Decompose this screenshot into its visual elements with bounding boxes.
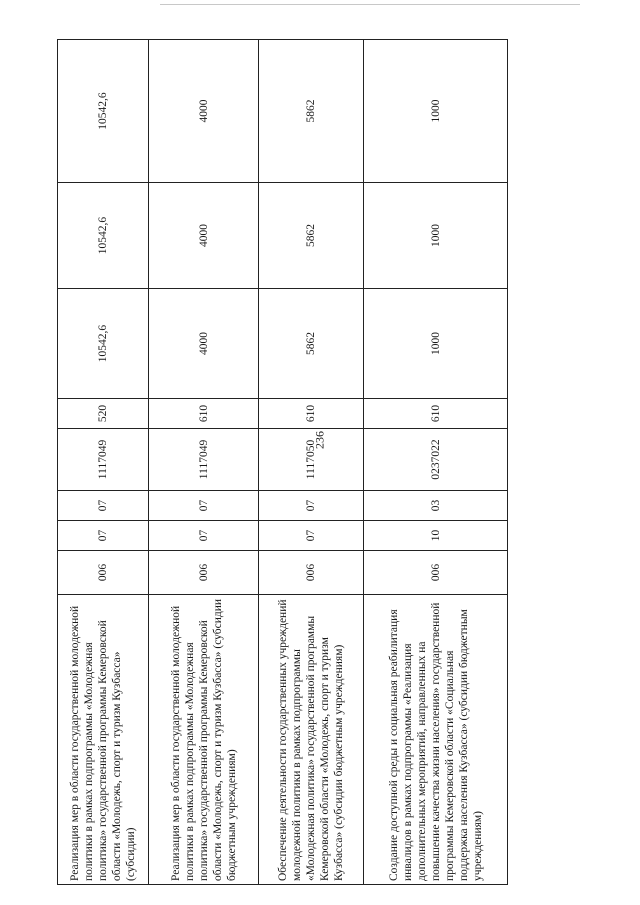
code-cell: 07 — [58, 491, 149, 521]
row-name: Реализация мер в области государственной молодежной политики в рамках подпрограммы «Молодежная политика» государственной программы Кемеровской области «Молодежь, спорт и туризм Кузбасса» (субсидии) — [58, 595, 149, 885]
table-row — [364, 40, 508, 885]
value-cell: 10542,6 — [58, 289, 149, 399]
code-cell: 006 — [149, 551, 259, 595]
row-name: Реализация мер в области государственной молодежной политики в рамках подпрограммы «Молодежная политика» государственной программы Кемеровской области «Молодежь, спорт и туризм Кузбасса» (субсидии бюджетным учреждениям) — [149, 595, 259, 885]
table-row — [259, 40, 364, 885]
value-cell: 4000 — [149, 289, 259, 399]
code-cell: 006 — [364, 551, 508, 595]
code-cell: 03 — [364, 491, 508, 521]
code-cell: 1117050 — [259, 429, 364, 491]
value-cell: 10542,6 — [58, 40, 149, 183]
value-cell: 4000 — [149, 183, 259, 289]
code-cell: 006 — [259, 551, 364, 595]
code-cell: 07 — [58, 521, 149, 551]
code-cell: 1117049 — [58, 429, 149, 491]
code-cell: 006 — [58, 551, 149, 595]
table-row — [149, 40, 259, 885]
page-number: 236 — [312, 431, 327, 449]
code-cell: 0237022 — [364, 429, 508, 491]
value-cell: 5862 — [259, 183, 364, 289]
code-cell: 07 — [149, 491, 259, 521]
code-cell: 10 — [364, 521, 508, 551]
value-cell: 5862 — [259, 289, 364, 399]
scan-edge-line — [160, 4, 580, 5]
value-cell: 1000 — [364, 183, 508, 289]
value-cell: 10542,6 — [58, 183, 149, 289]
code-cell: 07 — [259, 521, 364, 551]
code-cell: 610 — [364, 399, 508, 429]
code-cell: 610 — [149, 399, 259, 429]
code-cell: 07 — [259, 491, 364, 521]
budget-table — [57, 39, 508, 885]
value-cell: 4000 — [149, 40, 259, 183]
row-name: Обеспечение деятельности государственных учреждений молодежной политики в рамках подпрограммы «Молодежная политика» государственной программы Кемеровской области «Молодежь, спорт и туризм Кузбасса» (субсидии бюджетным учреждениям) — [259, 595, 364, 885]
code-cell: 610 — [259, 399, 364, 429]
code-cell: 520 — [58, 399, 149, 429]
code-cell: 07 — [149, 521, 259, 551]
table-row — [58, 40, 149, 885]
value-cell: 1000 — [364, 40, 508, 183]
row-name: Создание доступной среды и социальная реабилитация инвалидов в рамках подпрограммы «Реализация дополнительных мероприятий, направленных на повышение качества жизни населения» государственной программы Кемеровской области «Социальная поддержка населения Кузбасса» (субсидии бюджетным учреждениям) — [364, 595, 508, 885]
value-cell: 5862 — [259, 40, 364, 183]
code-cell: 1117049 — [149, 429, 259, 491]
value-cell: 1000 — [364, 289, 508, 399]
